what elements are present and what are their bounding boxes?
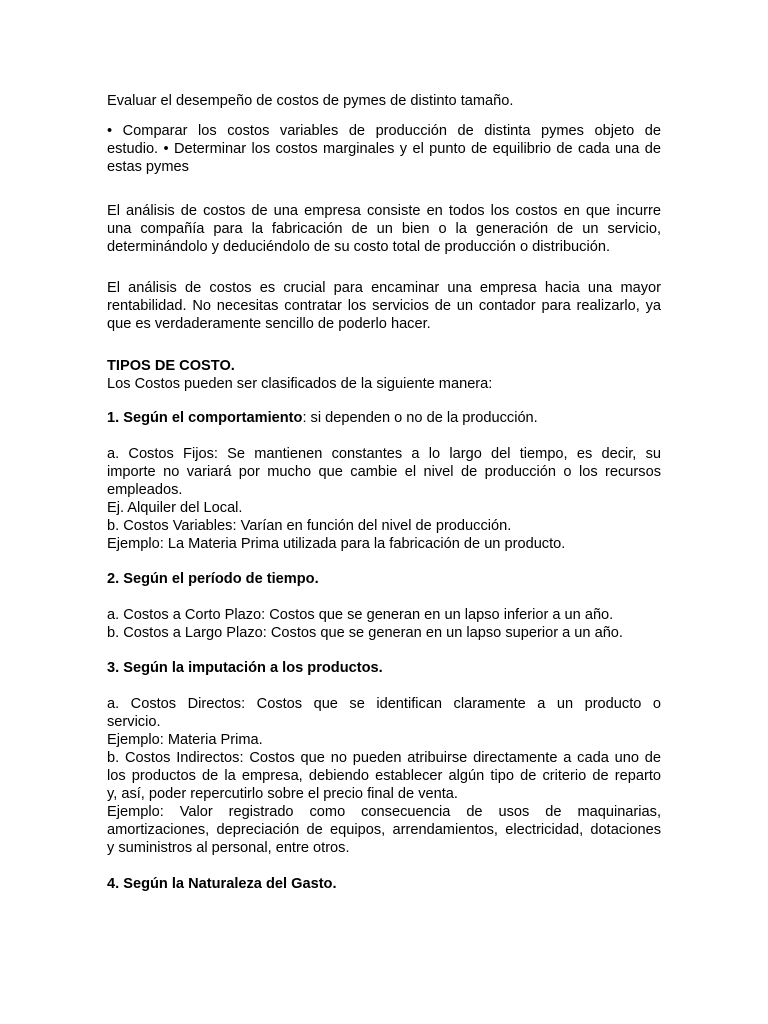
fixed-costs-line-2: importe no variará por mucho que cambie el nivel de producción o los recursos (107, 464, 661, 480)
bullets-line-2: estudio. • Determinar los costos marginales y el punto de equilibrio de cada una de (107, 141, 661, 157)
section-3-title-text: 3. Según la imputación a los productos. (107, 660, 383, 676)
variable-costs-text: b. Costos Variables: Varían en función del nivel de producción. (107, 518, 512, 534)
indirect-costs-line-3: y, así, poder repercutirlo sobre el precio final de venta. (107, 786, 458, 802)
intro-paragraph-1 (107, 202, 661, 256)
types-section (107, 357, 661, 393)
section-4-title-text: 4. Según la Naturaleza del Gasto. (107, 876, 337, 892)
fixed-costs-example: Ej. Alquiler del Local. (107, 500, 243, 516)
indirect-costs-line-1: b. Costos Indirectos: Costos que no pueden atribuirse directamente a cada uno de (107, 750, 661, 766)
section-4-title (107, 875, 661, 893)
section-2-title-text: 2. Según el período de tiempo. (107, 571, 319, 587)
variable-costs-example: Ejemplo: La Materia Prima utilizada para la fabricación de un producto. (107, 536, 566, 552)
bullets-line-1: • Comparar los costos variables de producción de distinta pymes objeto de (107, 123, 661, 139)
direct-costs-example: Ejemplo: Materia Prima. (107, 732, 263, 748)
indirect-costs-example-line-1: Ejemplo: Valor registrado como consecuencia de usos de maquinarias, (107, 804, 661, 820)
section-1-title (107, 409, 661, 427)
section-3-title (107, 659, 661, 677)
direct-costs-line-1: a. Costos Directos: Costos que se identifican claramente a un producto o (107, 696, 661, 712)
intro-paragraph-2 (107, 279, 661, 333)
section-2-title (107, 570, 661, 588)
section-1-body (107, 445, 661, 553)
types-intro: Los Costos pueden ser clasificados de la siguiente manera: (107, 376, 493, 392)
intro2-line-1: El análisis de costos es crucial para encaminar una empresa hacia una mayor (107, 280, 661, 296)
intro1-line-1: El análisis de costos de una empresa consiste en todos los costos en que incurre (107, 203, 661, 219)
section-2-body (107, 606, 661, 642)
direct-costs-line-2: servicio. (107, 714, 161, 730)
long-term-costs-text: b. Costos a Largo Plazo: Costos que se generan en un lapso superior a un año. (107, 625, 623, 641)
intro2-line-3: que es verdaderamente sencillo de poderlo hacer. (107, 316, 431, 332)
section-3-body (107, 695, 661, 857)
intro2-line-2: rentabilidad. No necesitas contratar los servicios de un contador para realizarlo, ya (107, 298, 661, 314)
objective-text: Evaluar el desempeño de costos de pymes de distinto tamaño. (107, 93, 514, 109)
document-page (107, 0, 661, 1024)
fixed-costs-line-1: a. Costos Fijos: Se mantienen constantes a lo largo del tiempo, es decir, su (107, 446, 661, 462)
types-heading: TIPOS DE COSTO. (107, 358, 235, 374)
bullets-line-3: estas pymes (107, 159, 189, 175)
indirect-costs-example-line-3: y suministros al personal, entre otros. (107, 840, 350, 856)
fixed-costs-line-3: empleados. (107, 482, 183, 498)
intro1-line-2: una compañía para la fabricación de un bien o la generación de un servicio, (107, 221, 661, 237)
section-1-title-rest: : si dependen o no de la producción. (302, 410, 538, 426)
indirect-costs-example-line-2: amortizaciones, depreciación de equipos, arrendamientos, electricidad, dotaciones (107, 822, 661, 838)
section-1-title-bold: 1. Según el comportamiento (107, 410, 303, 426)
objective-paragraph (107, 92, 661, 110)
indirect-costs-line-2: los productos de la empresa, debiendo establecer algún tipo de criterio de reparto (107, 768, 661, 784)
short-term-costs-text: a. Costos a Corto Plazo: Costos que se generan en un lapso inferior a un año. (107, 607, 614, 623)
bullets-paragraph (107, 122, 661, 176)
intro1-line-3: determinándolo y deduciéndolo de su costo total de producción o distribución. (107, 239, 610, 255)
